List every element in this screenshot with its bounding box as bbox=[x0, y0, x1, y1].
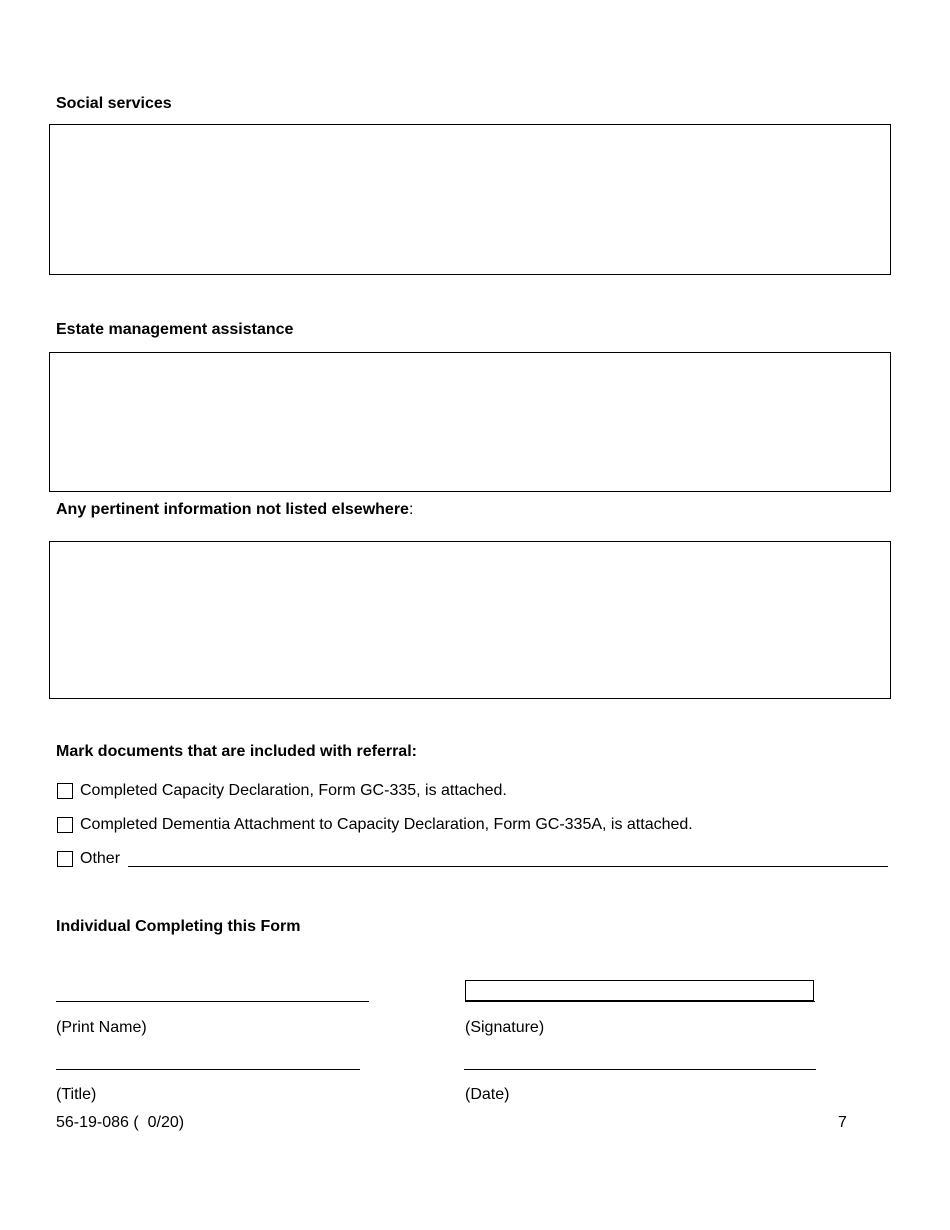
pertinent-info-field[interactable] bbox=[49, 541, 891, 699]
signature-label: (Signature) bbox=[465, 1019, 545, 1036]
title-line[interactable] bbox=[56, 1069, 360, 1070]
date-label: (Date) bbox=[465, 1086, 510, 1103]
social-services-field[interactable] bbox=[49, 124, 891, 275]
other-document-checkbox[interactable] bbox=[57, 851, 73, 867]
print-name-label: (Print Name) bbox=[56, 1019, 147, 1036]
individual-heading: Individual Completing this Form bbox=[56, 918, 301, 935]
capacity-declaration-label: Completed Capacity Declaration, Form GC-335, is attached. bbox=[80, 782, 507, 799]
dementia-attachment-checkbox[interactable] bbox=[57, 817, 73, 833]
other-document-line[interactable] bbox=[128, 866, 888, 867]
date-line[interactable] bbox=[464, 1069, 816, 1070]
form-number: 56-19-086 ( 0/20) bbox=[56, 1114, 185, 1131]
other-document-label: Other bbox=[80, 850, 121, 867]
estate-management-label: Estate management assistance bbox=[56, 321, 294, 338]
title-label: (Title) bbox=[56, 1086, 97, 1103]
signature-box[interactable] bbox=[465, 980, 814, 1001]
pertinent-info-label-suffix: : bbox=[408, 501, 414, 518]
capacity-declaration-checkbox[interactable] bbox=[57, 783, 73, 799]
signature-line bbox=[465, 1001, 815, 1002]
estate-management-field[interactable] bbox=[49, 352, 891, 492]
pertinent-info-label-text: Any pertinent information not listed elsewhere bbox=[56, 501, 409, 518]
pertinent-info-label bbox=[56, 501, 413, 519]
social-services-label: Social services bbox=[56, 95, 172, 112]
dementia-attachment-label: Completed Dementia Attachment to Capacity Declaration, Form GC-335A, is attached. bbox=[80, 816, 693, 833]
print-name-line[interactable] bbox=[56, 1001, 369, 1002]
documents-heading: Mark documents that are included with referral: bbox=[56, 743, 417, 760]
page-number: 7 bbox=[838, 1114, 847, 1131]
